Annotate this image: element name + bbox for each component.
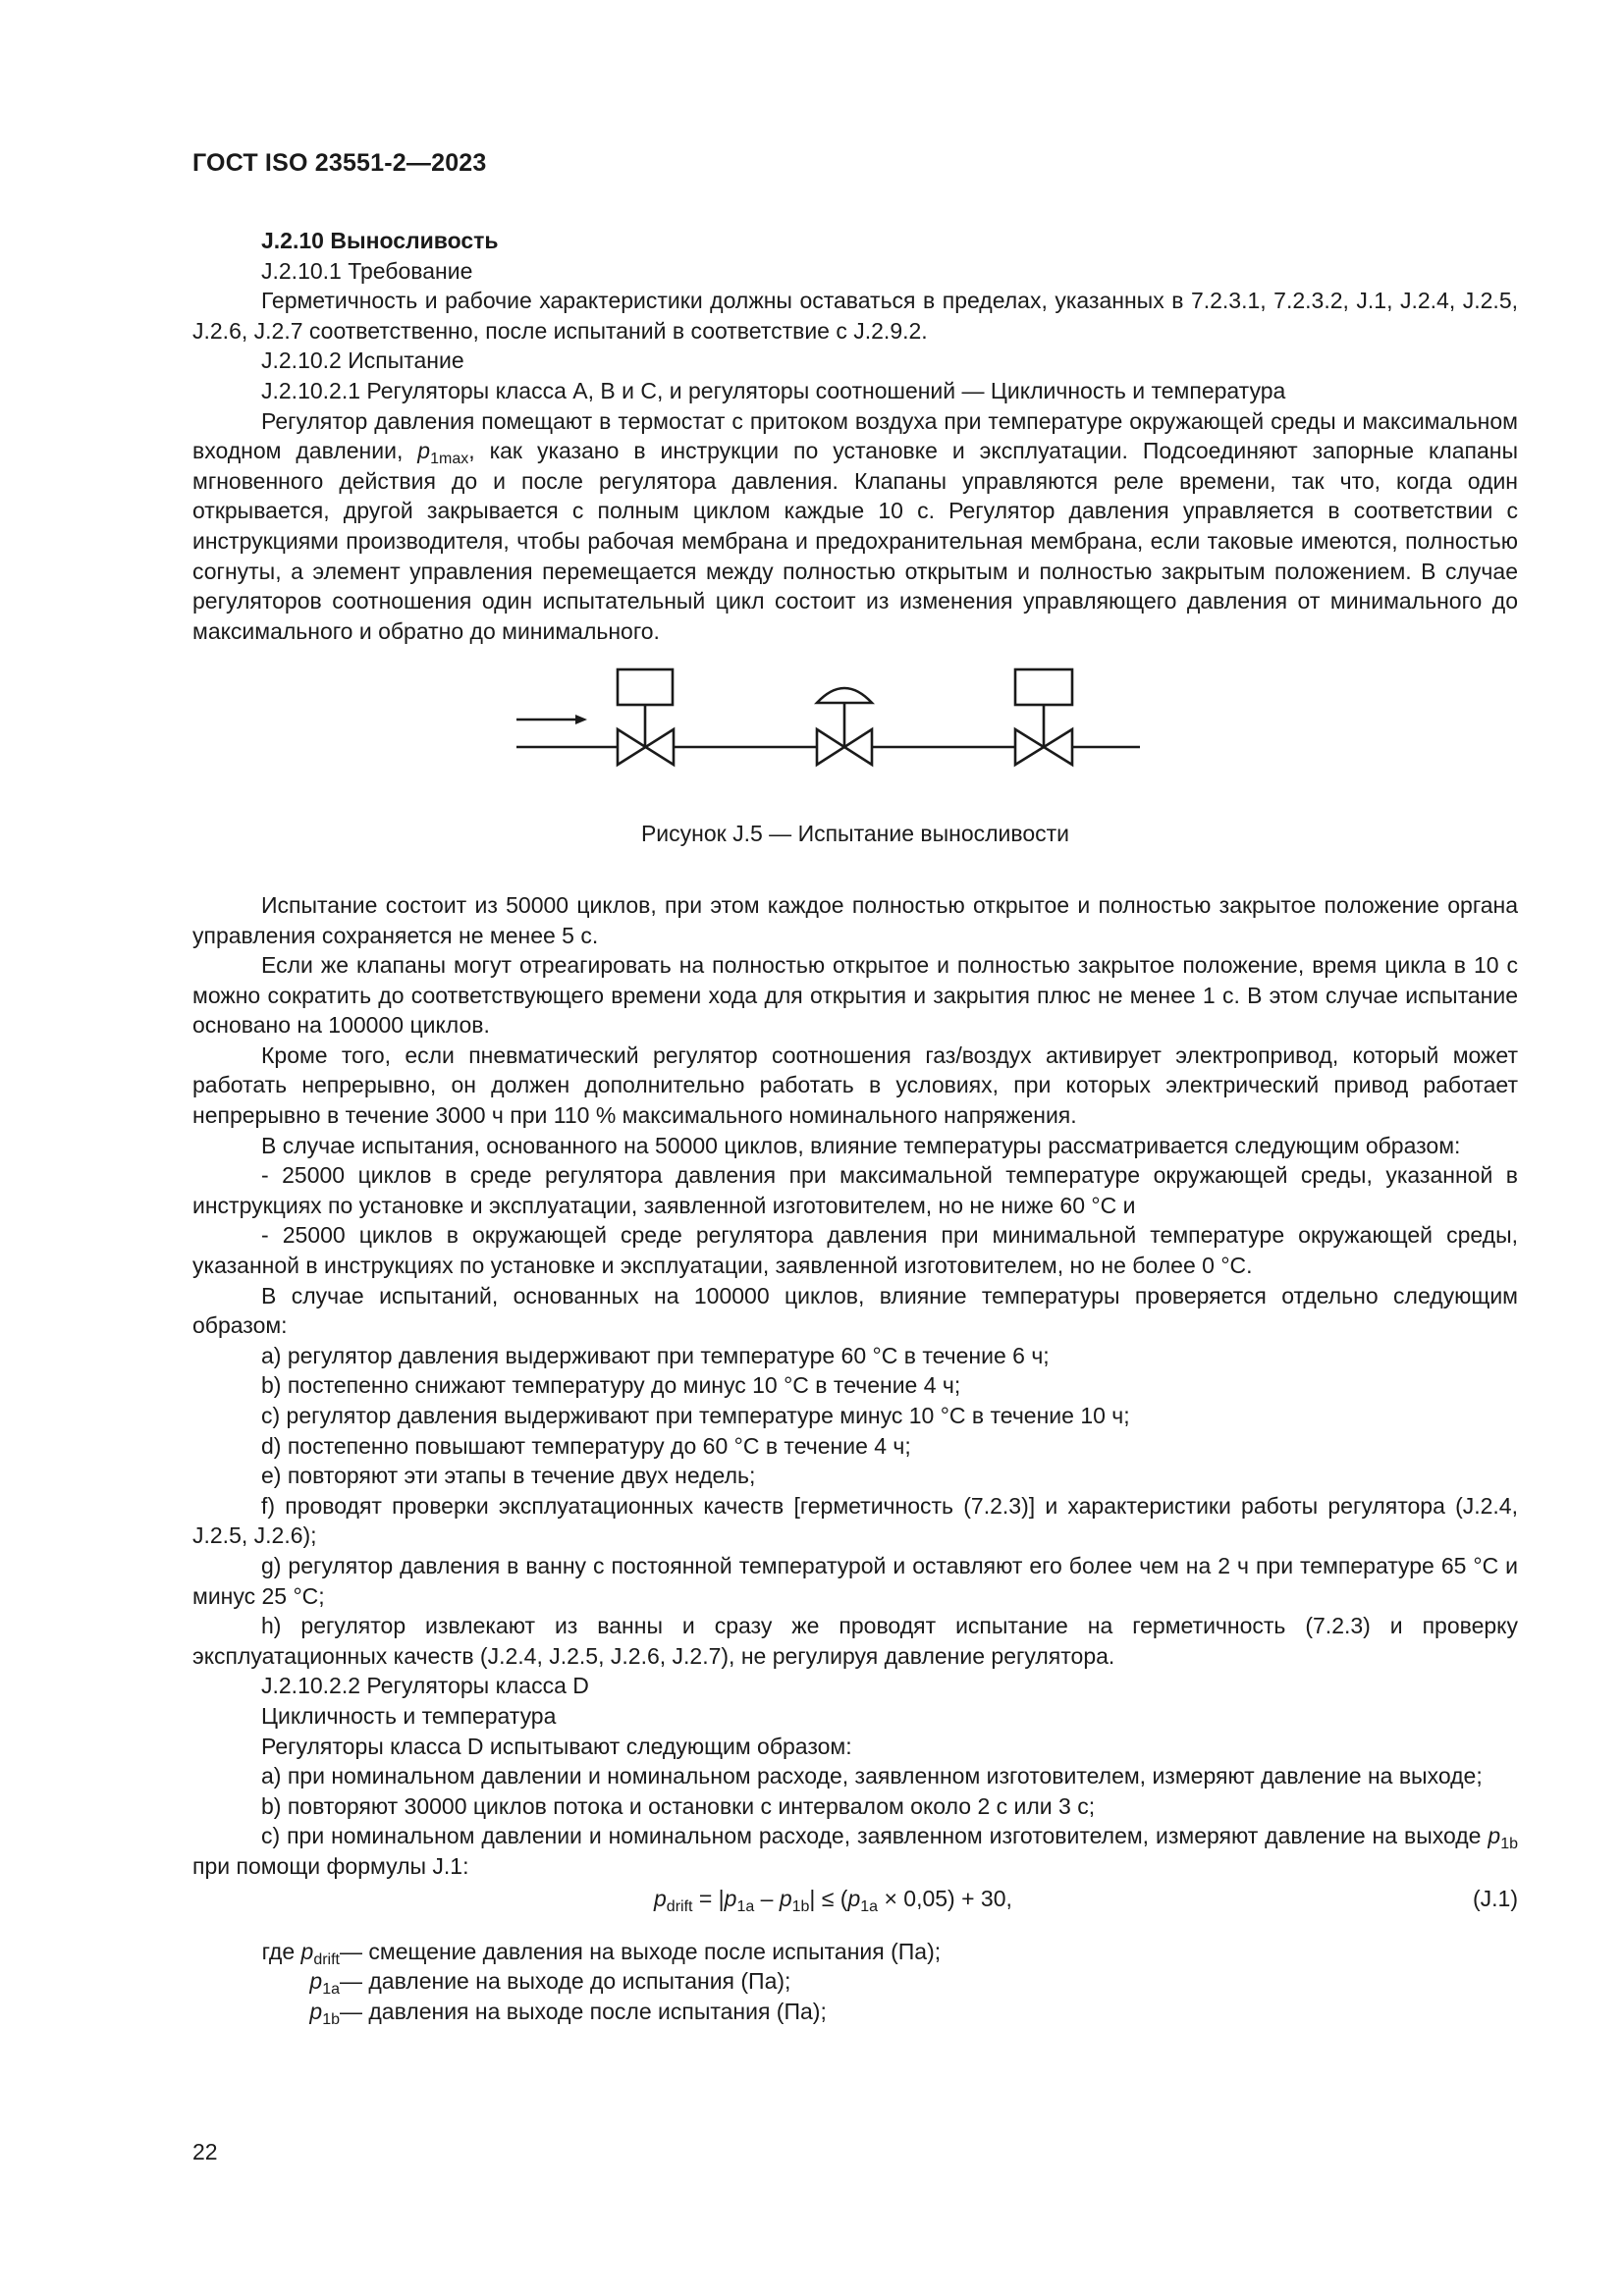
shutoff-valve-outlet bbox=[1015, 669, 1072, 765]
paragraph-100000-cycles: Если же клапаны могут отреагировать на полностью открытое и полностью закрытое положение, время цикла в 10 с можно сократить до соответствующего времени хода для открытия и закрытия плюс не менее 1 с. В этом случае испытание основано на 100000 циклов. bbox=[192, 952, 1518, 1039]
test-procedure-paragraph: Регулятор давления помещают в термостат с притоком воздуха при температуре окружающей среды и максимальном входном давлении, $p_{1max}$, как указано в инструкции по установке и эксплуатации. Подсоединяют запорные клапаны мгновенного действия до и после регулятора давления. Клапаны управляются реле времени, так что, когда один открывается, другой закрывается с полным циклом каждые 10 с. Регулятор давления управляется в соответствии с инструкциями производителя, чтобы рабочая мембрана и предохранительная мембрана, если таковые имеются, полностью согнуты, а элемент управления перемещается между полностью открытым и полностью закрытым положением. В случае регуляторов соотношения один испытательный цикл состоит из изменения управляющего давления от минимального до максимального и обратно до минимального. bbox=[192, 407, 1518, 644]
list-item: c) при номинальном давлении и номинальном расходе, заявленном изготовителем, измеряют давление на выходе $p_{1b}$ при помощи формулы J.1: bbox=[192, 1823, 1518, 1879]
class-d-title: J.2.10.2.2 Регуляторы класса D bbox=[261, 1673, 589, 1699]
symbol-p: p bbox=[417, 438, 431, 464]
dash-item: - 25000 циклов в среде регулятора давления при максимальной температуре окружающей среды, указанной в инструкциях по установке и эксплуатации, заявленной изготовителем, но не ниже 60 °С и bbox=[192, 1162, 1518, 1218]
paragraph-electric-drive: Кроме того, если пневматический регулятор соотношения газ/воздух активирует электропривод, который может работать непрерывно, он должен дополнительно работать в условиях, при которых электрический привод работает непрерывно в течение 3000 ч при 110 % максимального номинального напряжения. bbox=[192, 1041, 1518, 1129]
dash-item: - 25000 циклов в окружающей среде регулятора давления при минимальной температуре окружающей среды, указанной в инструкциях по установке и эксплуатации, заявленной изготовителем, но не более 0 °С. bbox=[192, 1222, 1518, 1279]
pressure-regulator-valve bbox=[817, 688, 872, 765]
shutoff-valve-inlet bbox=[618, 669, 674, 765]
subsection-title: J.2.10.2.1 Регуляторы класса A, B и C, и регуляторы соотношений — Цикличность и температура bbox=[261, 377, 1286, 403]
paragraph-50000-cycles: Испытание состоит из 50000 циклов, при этом каждое полностью открытое и полностью закрытое положение органа управления сохраняется не менее 5 с. bbox=[192, 891, 1518, 948]
figure-j5 bbox=[192, 666, 1518, 813]
list-item: c) регулятор давления выдерживают при температуре минус 10 °С в течение 10 ч; bbox=[261, 1403, 1130, 1428]
requirement-text: Герметичность и рабочие характеристики должны оставаться в пределах, указанных в 7.2.3.1, 7.2.3.2, J.1, J.2.4, J.2.5, J.2.6, J.2.7 соответственно, после испытаний в соответствие с J.2.9.2. bbox=[192, 288, 1518, 344]
where-item: где $p_{drift}$ — смещение давления на выходе после испытания (Па); bbox=[261, 1938, 942, 1968]
flow-arrow-head bbox=[575, 715, 587, 724]
list-item: a) при номинальном давлении и номинальном расходе, заявленном изготовителем, измеряют давление на выходе; bbox=[261, 1763, 1483, 1789]
where-item: $p_{1a}$ — давление на выходе до испытания (Па); bbox=[309, 1968, 791, 1999]
requirement-title: J.2.10.1 Требование bbox=[261, 257, 473, 284]
list-item: b) повторяют 30000 циклов потока и остановки с интервалом около 2 с или 3 с; bbox=[261, 1792, 1096, 1819]
list-item: a) регулятор давления выдерживают при температуре 60 °С в течение 6 ч; bbox=[261, 1342, 1050, 1368]
page-number: 22 bbox=[192, 2139, 218, 2164]
list-item: h) регулятор извлекают из ванны и сразу же проводят испытание на герметичность (7.2.3) и проверку эксплуатационных качеств (J.2.4, J.2.5, J.2.6, J.2.7), не регулируя давление регулятора. bbox=[192, 1613, 1518, 1669]
class-d-intro: Регуляторы класса D испытывают следующим образом: bbox=[261, 1733, 852, 1759]
paragraph-temperature-100000: В случае испытаний, основанных на 100000 циклов, влияние температуры проверяется отдельно следующим образом: bbox=[192, 1282, 1518, 1339]
figure-caption: Рисунок J.5 — Испытание выносливости bbox=[640, 821, 1070, 847]
class-d-subtitle: Цикличность и температура bbox=[261, 1702, 557, 1729]
list-item: d) постепенно повышают температуру до 60 °С в течение 4 ч; bbox=[261, 1432, 911, 1459]
list-item: g) регулятор давления в ванну с постоянной температурой и оставляют его более чем на 2 ч при температуре 65 °С и минус 25 °С; bbox=[192, 1552, 1518, 1609]
formula-number: (J.1) bbox=[1473, 1885, 1518, 1911]
page-body bbox=[192, 226, 1518, 2026]
document-code-header: ГОСТ ISO 23551-2—2023 bbox=[192, 149, 487, 177]
list-item: b) постепенно снижают температуру до минус 10 °С в течение 4 ч; bbox=[261, 1372, 961, 1399]
endurance-test-schematic bbox=[516, 666, 1204, 803]
list-item: e) повторяют эти этапы в течение двух недель; bbox=[261, 1463, 756, 1489]
formula-j1 bbox=[192, 1884, 1518, 1915]
section-heading: J.2.10 Выносливость bbox=[261, 228, 499, 253]
paragraph-temperature-50000: В случае испытания, основанного на 50000 циклов, влияние температуры рассматривается следующим образом: bbox=[261, 1132, 1461, 1158]
list-item: f) проводят проверки эксплуатационных качеств [герметичность (7.2.3)] и характеристики работы регулятора (J.2.4, J.2.5, J.2.6); bbox=[192, 1492, 1518, 1549]
test-title: J.2.10.2 Испытание bbox=[261, 347, 464, 374]
where-item: $p_{1b}$ — давления на выходе после испытания (Па); bbox=[309, 1998, 827, 2028]
formula-expression: $p_{drift} = |p_{1a} - p_{1b}| \le (p_{1a} \times 0,05) + 30$, bbox=[654, 1885, 1012, 1915]
